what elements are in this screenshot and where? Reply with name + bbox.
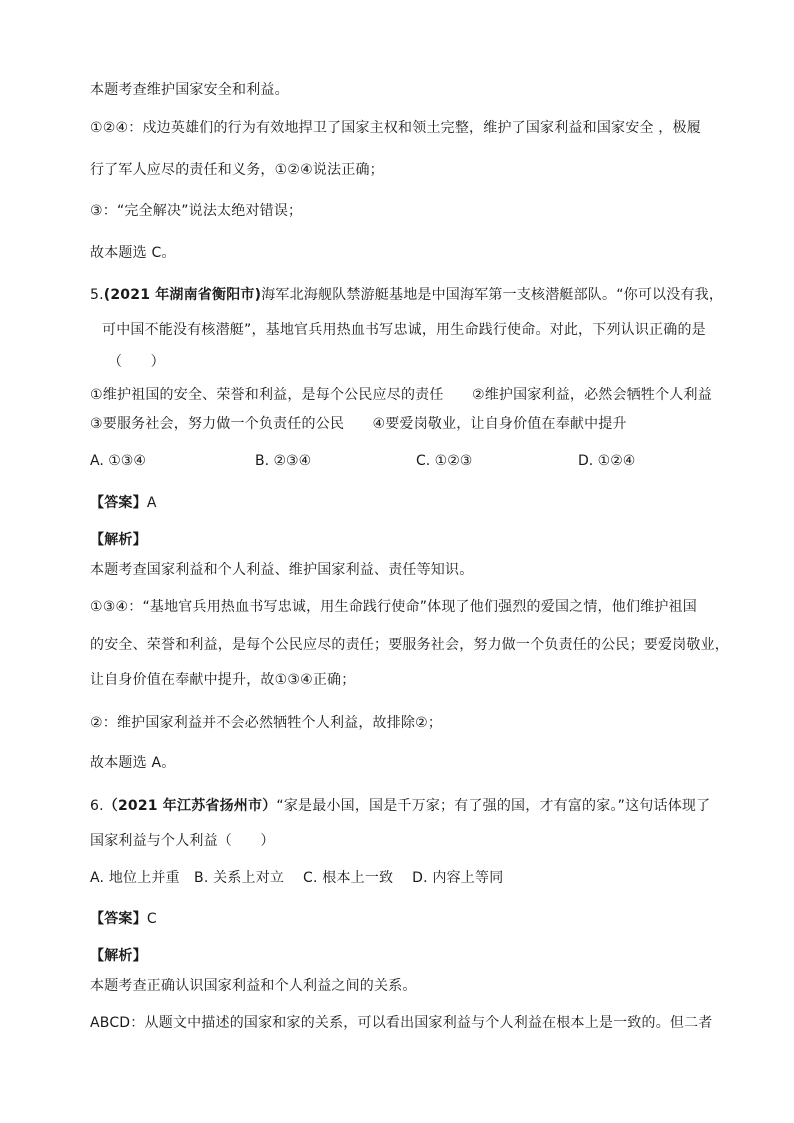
question-text: 可中国不能没有核潜艇”，基地官兵用热血书写忠诚，用生命践行使命。对此，下列认识正确的是 [102, 322, 706, 338]
answer-label: 【答案】 [90, 495, 147, 511]
question-source: （2021 年江苏省扬州市） [103, 798, 277, 814]
analysis-text: 本题考查国家利益和个人利益、维护国家利益、责任等知识。 [90, 562, 474, 578]
question-text: 国家利益与个人利益（ ） [90, 833, 275, 849]
statement-items: ①维护祖国的安全、荣誉和利益，是每个公民应尽的责任 ②维护国家利益，必然会牺牲个人利益 [90, 387, 712, 403]
answer-line [90, 909, 157, 929]
answer-line [90, 493, 157, 513]
analysis-text: 本题考查正确认识国家利益和个人利益之间的关系。 [90, 978, 417, 994]
question-number: 5. [90, 287, 104, 303]
analysis-label: 【解析】 [90, 948, 147, 964]
analysis-text: 行了军人应尽的责任和义务，①②④说法正确； [90, 162, 384, 178]
conclusion-text: 故本题选 C。 [90, 245, 176, 261]
question-text: “家是最小国，国是千万家；有了强的国，才有富的家。”这句话体现了 [276, 798, 711, 814]
analysis-text: ②：维护国家利益并不会必然牺牲个人利益，故排除②； [90, 715, 443, 731]
answer-blank: （ ） [108, 354, 165, 370]
analysis-label: 【解析】 [90, 532, 147, 548]
answer-value: A [146, 495, 157, 511]
question-6-stem [90, 796, 710, 816]
option-d: D. ①②④ [578, 453, 636, 469]
analysis-text: ①③④：“基地官兵用热血书写忠诚，用生命践行使命”体现了他们强烈的爱国之情，他们维护祖国 [90, 599, 697, 615]
answer-value: C [146, 911, 157, 927]
option-c: C. ①②③ [416, 453, 473, 469]
analysis-text: 的安全、荣誉和利益，是每个公民应尽的责任；要服务社会，努力做一个负责任的公民；要爱岗敬业， [90, 637, 729, 653]
analysis-text: 本题考查维护国家安全和利益。 [90, 82, 289, 98]
analysis-text: ①②④：戍边英雄们的行为有效地捍卫了国家主权和领土完整，维护了国家利益和国家安全 ，极履 [90, 120, 701, 136]
analysis-text: ABCD：从题文中描述的国家和家的关系，可以看出国家利益与个人利益在根本上是一致的。但二者 [90, 1015, 713, 1031]
answer-label: 【答案】 [90, 911, 147, 927]
question-5-stem [90, 285, 723, 305]
option-b: B. ②③④ [255, 453, 312, 469]
analysis-text: 让自身价值在奉献中提升，故①③④正确； [90, 672, 356, 688]
analysis-text: ③：“完全解决”说法太绝对错误； [90, 203, 303, 219]
options-row: A. 地位上并重 B. 关系上对立 C. 根本上一致 D. 内容上等同 [90, 870, 504, 886]
question-source: (2021 年湖南省衡阳市) [103, 287, 262, 303]
option-a: A. ①③④ [90, 453, 146, 469]
question-number: 6. [90, 798, 104, 814]
question-text: 海军北海舰队禁游艇基地是中国海军第一支核潜艇部队。“你可以没有我， [261, 287, 724, 303]
conclusion-text: 故本题选 A。 [90, 755, 176, 771]
statement-items: ③要服务社会，努力做一个负责任的公民 ④要爱岗敬业，让自身价值在奉献中提升 [90, 416, 627, 432]
